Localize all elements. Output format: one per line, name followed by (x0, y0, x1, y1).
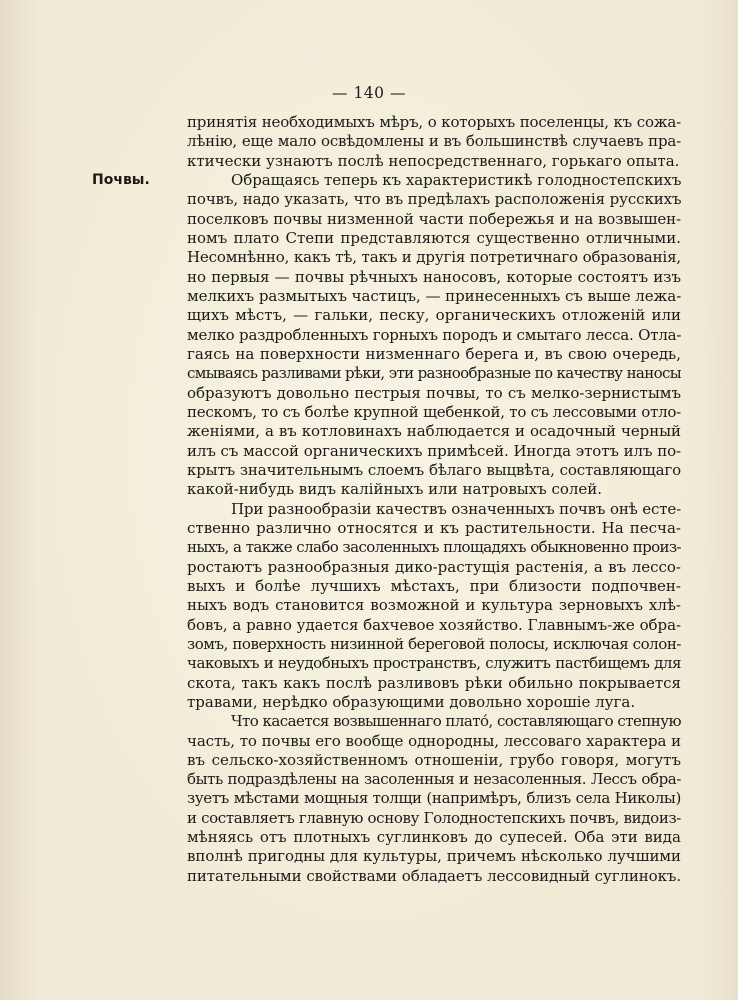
text-line: принятія необходимыхъ мѣръ, о которыхъ поселенцы, къ сожа- (187, 113, 681, 131)
text-line: почвъ, надо указать, что въ предѣлахъ расположенія русскихъ (187, 190, 681, 209)
text-line: вполнѣ пригодны для культуры, причемъ нѣсколько лучшими (187, 847, 681, 866)
text-line: травами, нерѣдко образующими довольно хорошіе луга. (187, 692, 636, 711)
text-line: зомъ, поверхность низинной береговой полосы, исключая солон- (187, 634, 681, 653)
body-text (187, 113, 681, 886)
text-line: выхъ и болѣе лучшихъ мѣстахъ, при близости подпочвен- (187, 576, 681, 595)
text-line: и составляетъ главную основу Голодностепскихъ почвъ, видоиз- (187, 808, 681, 827)
text-line: ктически узнаютъ послѣ непосредственнаго, горькаго опыта. (187, 151, 680, 170)
text-line: быть подраздѣлены на засоленныя и незасоленныя. Лессъ обра- (187, 770, 681, 789)
text-line: образуютъ довольно пестрыя почвы, то съ мелко-зернистымъ (187, 383, 681, 402)
text-line: питательными свойствами обладаетъ лессовидный суглинокъ. (187, 866, 681, 885)
text-line: но первыя — почвы рѣчныхъ наносовъ, которые состоятъ изъ (187, 267, 681, 286)
page-number: — 140 — (332, 84, 406, 102)
text-line: мелко раздробленныхъ горныхъ породъ и смытаго лесса. Отла- (187, 325, 681, 344)
text-line: зуетъ мѣстами мощныя толщи (напримѣръ, близъ села Николы) (187, 789, 681, 808)
text-line: Обращаясь теперь къ характеристикѣ голодностепскихъ (231, 170, 681, 189)
text-line: гаясь на поверхности низменнаго берега и, въ свою очередь, (187, 344, 681, 363)
text-line: чаковыхъ и неудобныхъ пространствъ, служитъ пастбищемъ для (187, 654, 681, 673)
text-line: крытъ значительнымъ слоемъ бѣлаго выцвѣта, составляющаго (187, 460, 681, 479)
text-line: номъ плато Степи представляются существенно отличными. (187, 228, 681, 247)
text-line: женіями, а въ котловинахъ наблюдается и осадочный черный (187, 422, 681, 441)
text-line: щихъ мѣстъ, — гальки, песку, органическихъ отложеній или (187, 306, 681, 325)
text-line: мелкихъ размытыхъ частицъ, — принесенныхъ съ выше лежа- (187, 286, 681, 305)
margin-note-heading: Почвы. (92, 172, 150, 188)
text-line: пескомъ, то съ болѣе крупной щебенкой, то съ лессовыми отло- (187, 402, 681, 421)
text-line: лѣнію, еще мало освѣдомлены и въ большинствѣ случаевъ пра- (187, 132, 681, 151)
text-line: Что касается возвышеннаго плато́, составляющаго степную (231, 712, 681, 731)
text-line: ныхъ водъ становится возможной и культура зерновыхъ хлѣ- (187, 596, 681, 615)
text-line: смываясь разливами рѣки, эти разнообразные по качеству наносы (187, 364, 681, 383)
text-line: Несомнѣнно, какъ тѣ, такъ и другія потретичнаго образованія, (187, 248, 681, 267)
text-line: поселковъ почвы низменной части побережья и на возвышен- (187, 209, 681, 228)
text-line: ныхъ, а также слабо засоленныхъ площадяхъ обыкновенно произ- (187, 538, 681, 557)
text-line: ростаютъ разнообразныя дико-растущія растенія, а въ лессо- (187, 557, 681, 576)
text-line: бовъ, а равно удается бахчевое хозяйство. Главнымъ-же обра- (187, 615, 681, 634)
text-line: При разнообразіи качествъ означенныхъ почвъ онѣ есте- (231, 499, 681, 518)
text-line: въ сельско-хозяйственномъ отношеніи, грубо говоря, могутъ (187, 750, 681, 769)
text-line: илъ съ массой органическихъ примѣсей. Иногда этотъ илъ по- (187, 441, 681, 460)
text-line: скота, такъ какъ послѣ разливовъ рѣки обильно покрывается (187, 673, 681, 692)
text-line: ственно различно относятся и къ растительности. На песча- (187, 518, 681, 537)
text-line: часть, то почвы его вообще однородны, лессоваго характера и (187, 731, 681, 750)
text-line: мѣняясь отъ плотныхъ суглинковъ до супесей. Оба эти вида (187, 828, 681, 847)
text-line: какой-нибудь видъ калійныхъ или натровыхъ солей. (187, 480, 603, 499)
